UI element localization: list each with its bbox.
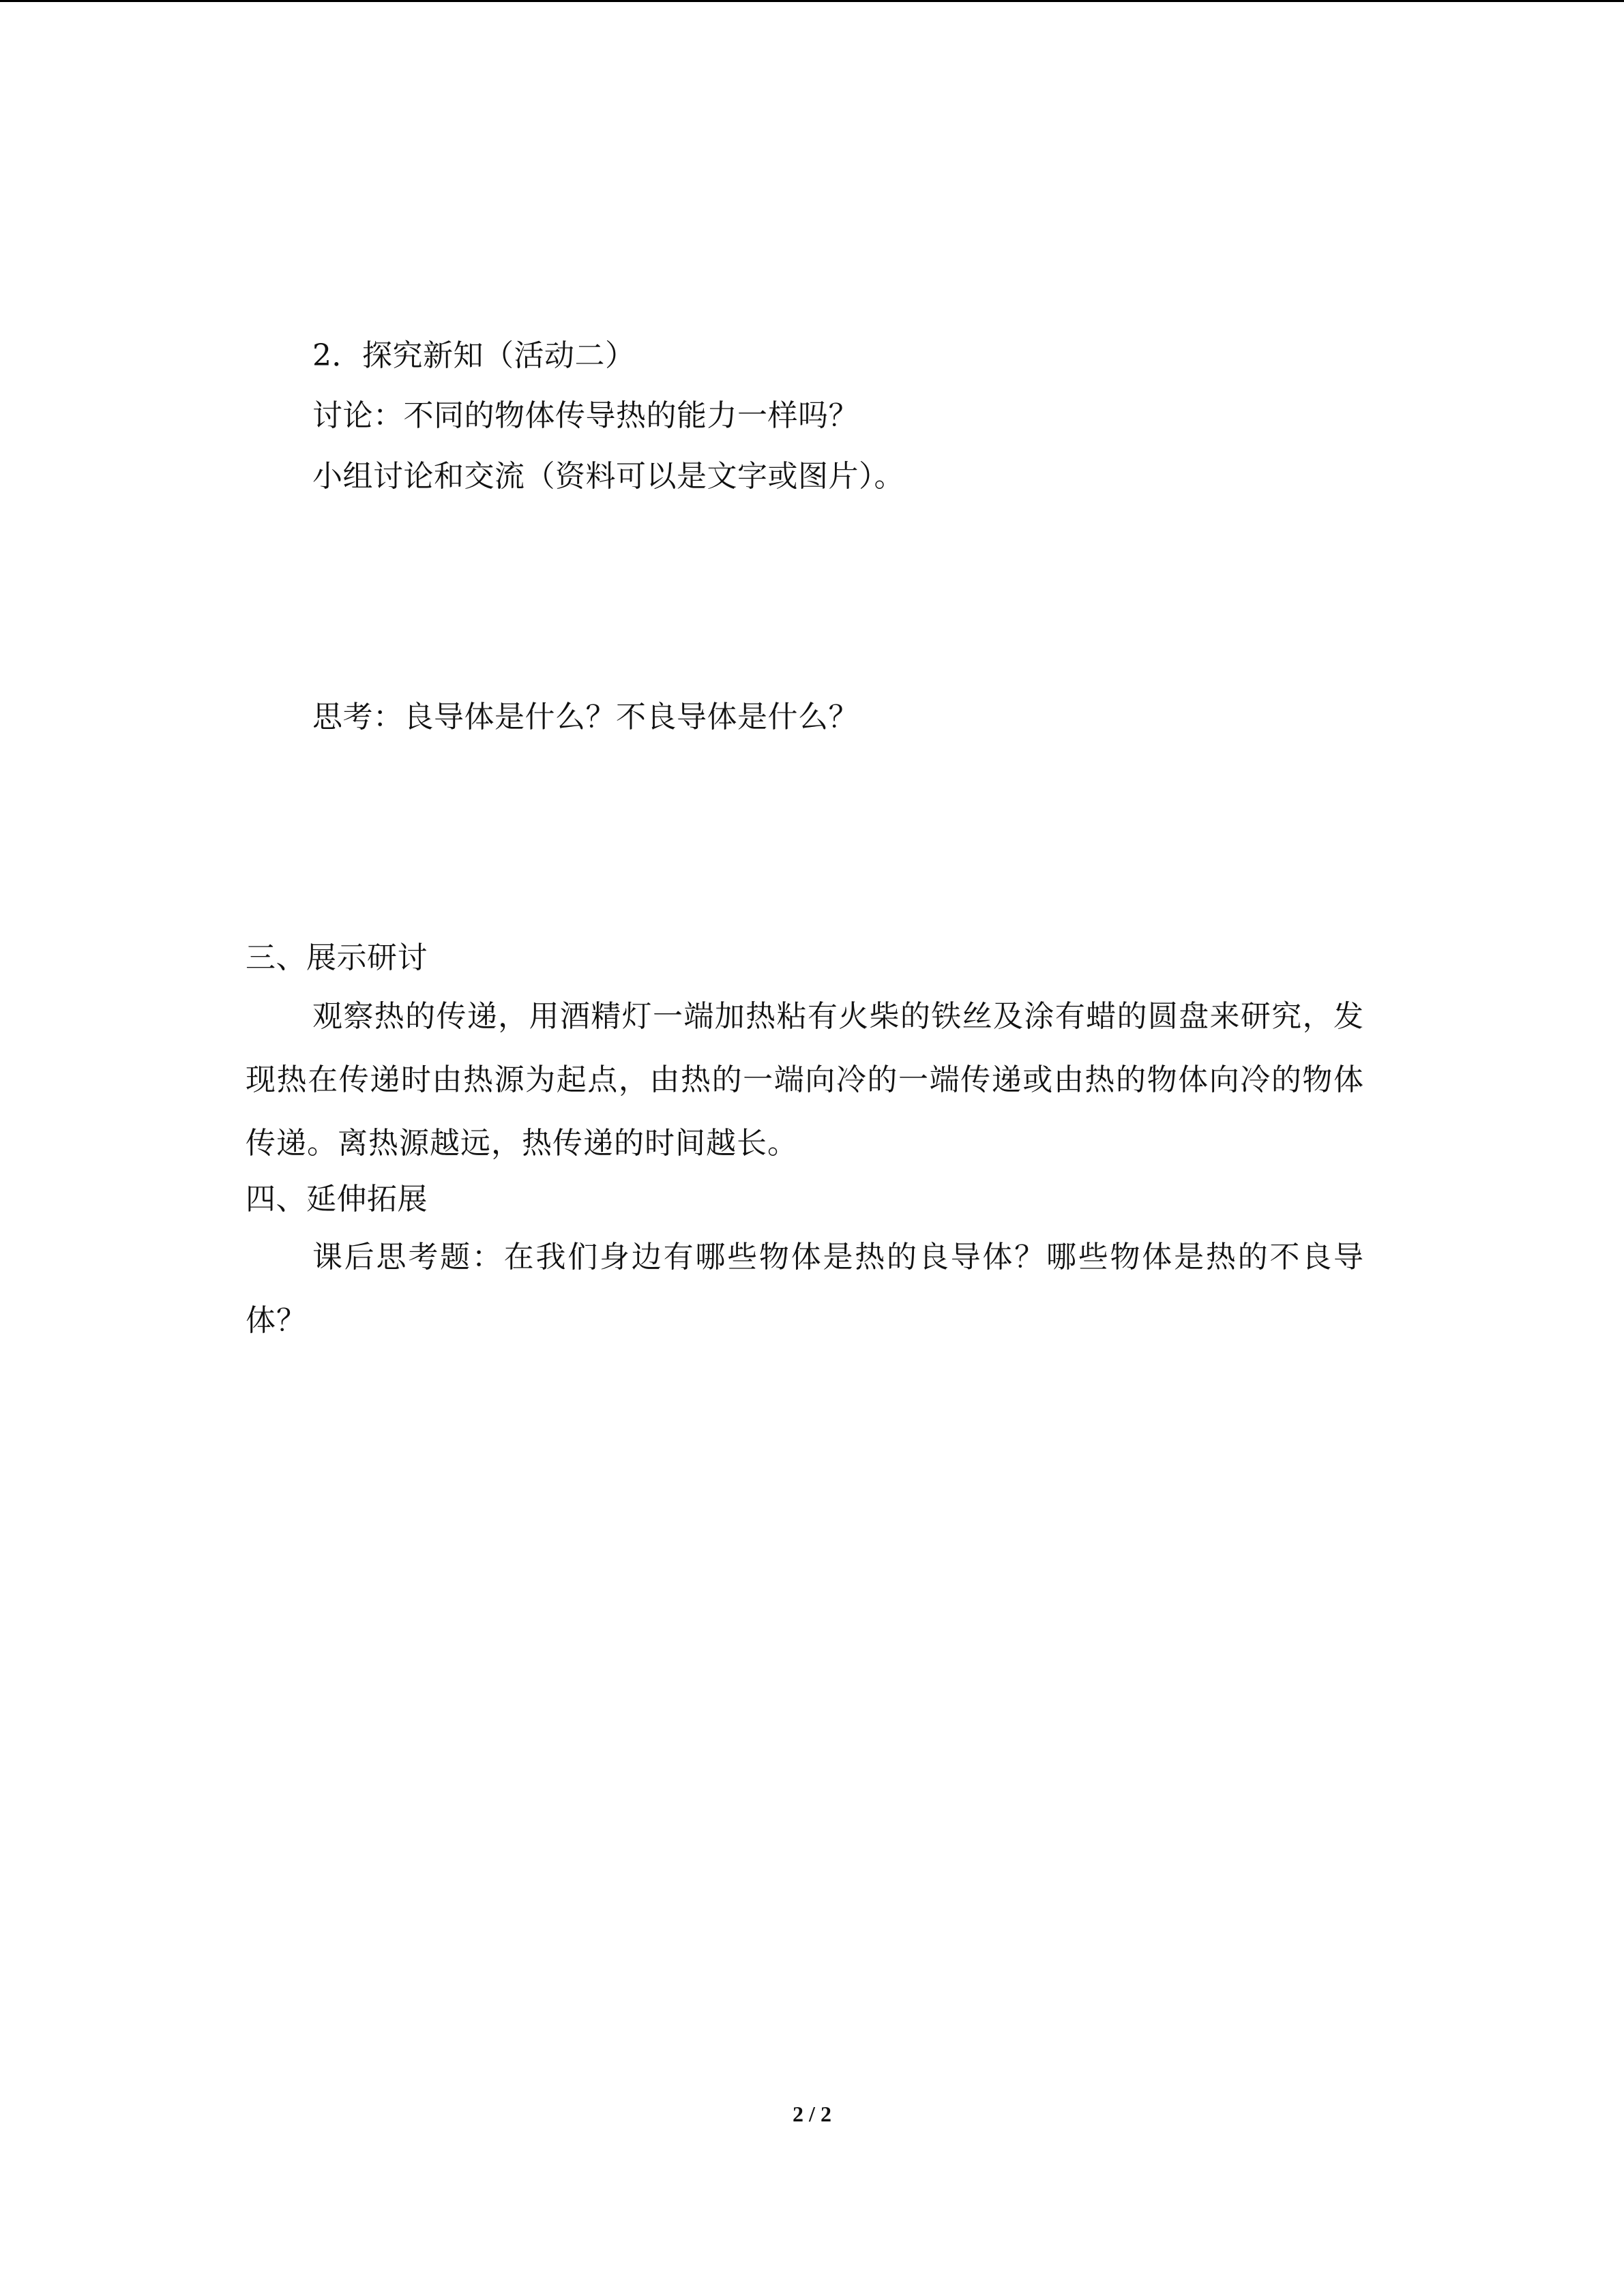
section4-heading: 四、延伸拓展	[246, 1182, 428, 1217]
group-discussion-text: 小组讨论和交流（资料可以是文字或图片）。	[312, 459, 904, 494]
discussion-question: 讨论：不同的物体传导热的能力一样吗？	[312, 398, 859, 433]
think-question: 思考：良导体是什么？不良导体是什么？	[312, 700, 859, 734]
section3-heading: 三、展示研讨	[246, 940, 428, 975]
section3-body: 观察热的传递，用酒精灯一端加热粘有火柴的铁丝及涂有蜡的圆盘来研究，发现热在传递时由热源为起点，由热的一端向冷的一端传递或由热的物体向冷的物体传递。离热源越远，热传递的时间越长。	[246, 999, 1364, 1161]
activity2-heading: 2．探究新知（活动二）	[312, 338, 636, 373]
page-top-border	[0, 0, 1624, 2]
section4-body: 课后思考题：在我们身边有哪些物体是热的良导体？哪些物体是热的不良导体？	[246, 1240, 1364, 1338]
page-number: 2 / 2	[793, 2102, 831, 2126]
